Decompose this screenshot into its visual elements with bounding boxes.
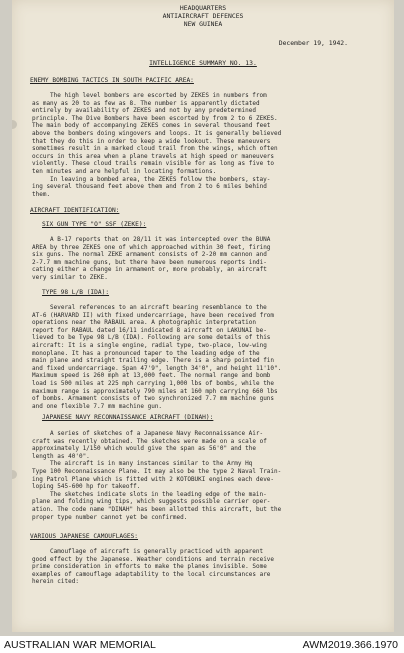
text-line: ing Patrol Plane which is fitted with 2 KOTOBUKI engines each deve- — [32, 475, 275, 483]
paragraph — [32, 236, 376, 282]
document-date: December 19, 1942. — [278, 39, 348, 47]
text-line: load is 500 miles at 225 mph carrying 1,000 lbs of bombs, while the — [32, 379, 275, 387]
text-line: as many as 20 to as few as 8. The number is apparently dictated — [32, 99, 260, 107]
header-line-1: HEADQUARTERS — [179, 4, 227, 12]
archive-footer — [0, 636, 404, 653]
text-line: principle. The Dive Bombers have been escorted by from 2 to 6 ZEKES. — [32, 114, 278, 122]
text-line: that they do this in order to keep a wide lookout. These maneuvers — [32, 137, 271, 145]
text-line: operations near the RABAUL area. A photographic interpretation — [32, 319, 256, 327]
punch-hole — [12, 120, 17, 129]
header-line-2: ANTIAIRCRAFT DEFENCES — [162, 12, 244, 20]
text-line: AT-6 (HARVARD II) with fixed undercarriage, have been received from — [32, 311, 275, 319]
text-line: and fixed undercarriage. Span 47'9", length 34'0", and height 11'10". — [32, 364, 282, 372]
paragraph — [32, 304, 376, 410]
text-line: sometimes result in a marked cloud trail from the wings, which often — [32, 145, 278, 153]
text-line: 2-7.7 mm machine guns, but there have been numerous reports indi- — [32, 258, 267, 266]
text-line: cating either a change in armament or, more probably, an aircraft — [32, 266, 267, 274]
text-line: craft was recently obtained. The sketches were made on a scale of — [32, 437, 267, 445]
text-line: main plane and straight trailing edge. There is a sharp pointed fin — [32, 357, 275, 365]
text-line: report for RABAUL dated 16/11 indicated 8 aircraft on LAKUNAI be- — [32, 326, 267, 334]
text-line: plane and folding wing tips, which suggests possible carrier oper- — [32, 498, 271, 506]
text-line: In leaving a bombed area, the ZEKES follow the bombers, stay- — [50, 175, 271, 183]
document-page — [12, 0, 394, 632]
text-line: loping 545-600 hp for takeoff. — [32, 483, 141, 491]
text-line: of bombs. Armament consists of two synchronized 7.7 mm machine guns — [32, 395, 275, 403]
text-line: above the bombers doing wingovers and loops. It is generally believed — [32, 129, 282, 137]
text-line: examples of camouflage adaptability to the local circumstances are — [32, 570, 271, 578]
punch-hole — [12, 470, 17, 479]
text-line: and one flexible 7.7 mm machine gun. — [32, 402, 163, 410]
text-line: ten minutes and are helpful in locating formations. — [32, 167, 217, 175]
text-line: The main body of accompanying ZEKES comes in several thousand feet — [32, 122, 271, 130]
subsection-heading: SIX GUN TYPE "O" SSF (ZEKE): — [42, 221, 147, 228]
footer-reference: AWM2019.366.1970 — [302, 639, 398, 651]
text-line: The high level bombers are escorted by ZEKES in numbers from — [50, 92, 267, 99]
subsection-heading: TYPE 98 L/B (IDA): — [42, 289, 110, 296]
text-line: Camouflage of aircraft is generally practiced with apparent — [50, 548, 264, 555]
text-line: length as 40'0". — [32, 452, 90, 460]
text-line: Type 100 Reconnaissance Plane. It may also be the type 2 Naval Train- — [32, 467, 282, 475]
text-line: herein cited: — [32, 578, 79, 586]
document-title: INTELLIGENCE SUMMARY NO. 13. — [149, 59, 257, 67]
text-line: Several references to an aircraft bearing resemblance to the — [50, 304, 267, 311]
text-line: violently. These cloud trails remain visible for as long as five to — [32, 160, 275, 168]
header-line-3: NEW GUINEA — [183, 20, 223, 28]
text-line: proper type number cannot yet be confirmed. — [32, 513, 188, 521]
text-line: very similar to ZEKE. — [32, 273, 108, 281]
text-line: aircraft: It is a single engine, radial type, two-place, low-wing — [32, 341, 267, 349]
text-line: A B-17 reports that on 28/11 it was intercepted over the BUNA — [50, 236, 271, 243]
text-line: maximum range is approximately 790 miles at 160 mph carrying 660 lbs — [32, 387, 278, 395]
text-line: prime consideration in efforts to make the planes invisible. Some — [32, 563, 267, 571]
text-line: occurs in this area when a plane travels at high speed or maneuvers — [32, 152, 275, 160]
paragraph — [32, 548, 376, 586]
text-line: monoplane. It has a pronounced taper to the leading edge of the — [32, 349, 260, 357]
section-heading: ENEMY BOMBING TACTICS IN SOUTH PACIFIC AREA: — [30, 77, 194, 84]
text-line: A series of sketches of a Japanese Navy Reconnaissance Air- — [50, 430, 264, 437]
text-line: them. — [32, 190, 51, 198]
footer-institution: AUSTRALIAN WAR MEMORIAL — [4, 639, 156, 651]
text-line: good effect by the Japanese. Weather conditions and terrain receive — [32, 555, 275, 563]
section-heading: VARIOUS JAPANESE CAMOUFLAGES: — [30, 533, 139, 540]
text-line: ation. The code name "DINAH" has been allotted this aircraft, but the — [32, 505, 282, 513]
section-heading: AIRCRAFT IDENTIFICATION: — [30, 207, 120, 214]
text-line: AREA by three ZEKES one of which approached within 30 feet, firing — [32, 243, 271, 251]
text-line: The sketches indicate slots in the leading edge of the main- — [50, 490, 267, 498]
text-line: The aircraft is in many instances similar to the Army Hq — [50, 460, 253, 468]
text-line: six guns. The normal ZEKE armament consists of 2-20 mm cannon and — [32, 251, 267, 259]
text-line: entirely by availability of ZEKES and not by any predetermined — [32, 107, 256, 115]
paragraph — [32, 430, 376, 521]
paragraph — [32, 92, 376, 198]
subsection-heading: JAPANESE NAVY RECONNAISSANCE AIRCRAFT (DINAH): — [42, 414, 214, 421]
text-line: ing several thousand feet above them and from 2 to 6 miles behind — [32, 183, 267, 191]
text-line: lieved to be Type 98 L/B (IDA). Following are some details of this — [32, 334, 271, 342]
text-line: Maximum speed is 260 mph at 13,000 feet. The normal range and bomb — [32, 372, 271, 380]
text-line: approximately 1/150 which would give the span as 56'0" and the — [32, 445, 256, 453]
